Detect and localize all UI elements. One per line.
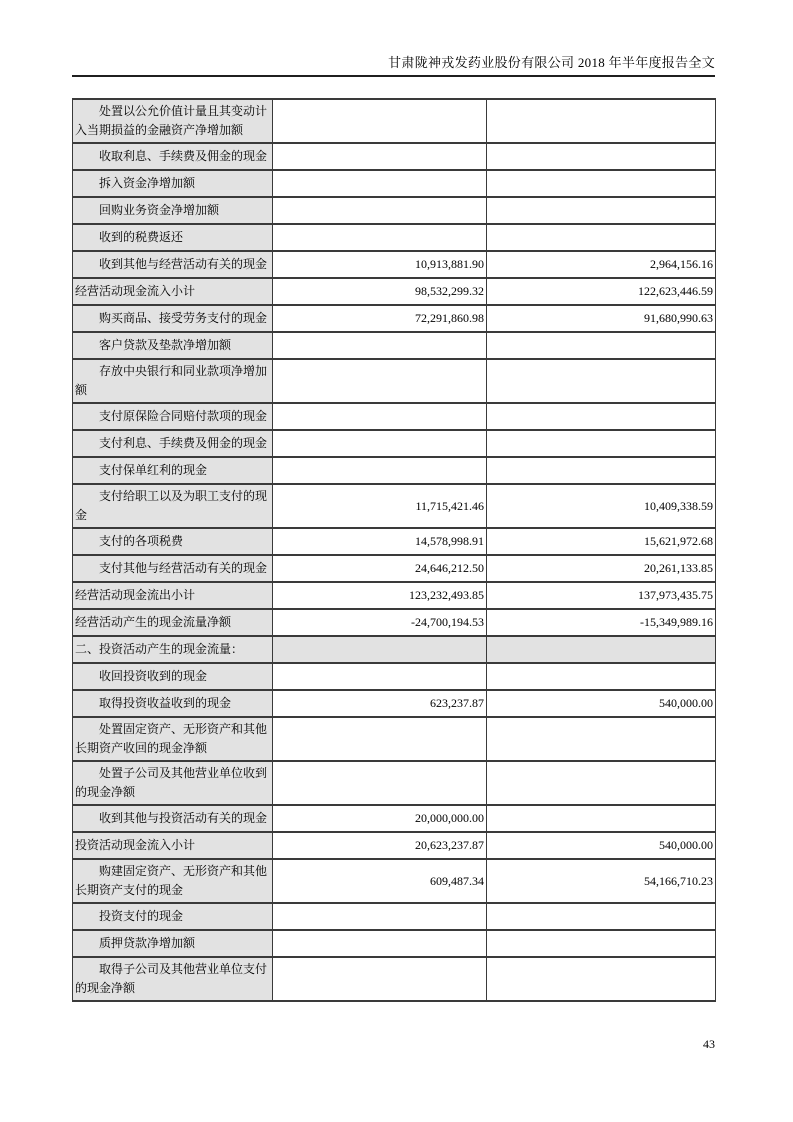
current-period-value: 11,715,421.46: [273, 484, 487, 528]
prior-period-value: 540,000.00: [487, 690, 716, 717]
prior-period-value: 10,409,338.59: [487, 484, 716, 528]
prior-period-value: 540,000.00: [487, 832, 716, 859]
row-label: 处置子公司及其他营业单位收到的现金净额: [73, 761, 273, 805]
row-label: 收取利息、手续费及佣金的现金: [73, 143, 273, 170]
current-period-value: 72,291,860.98: [273, 305, 487, 332]
row-label: 处置固定资产、无形资产和其他长期资产收回的现金净额: [73, 717, 273, 761]
prior-period-value: 137,973,435.75: [487, 582, 716, 609]
table-row: [73, 430, 716, 457]
table-row: [73, 359, 716, 403]
current-period-value: 98,532,299.32: [273, 278, 487, 305]
table-row: [73, 403, 716, 430]
prior-period-value: [487, 197, 716, 224]
row-label: 质押贷款净增加额: [73, 930, 273, 957]
prior-period-value: [487, 805, 716, 832]
table-row: [73, 609, 716, 636]
row-label: 支付给职工以及为职工支付的现金: [73, 484, 273, 528]
prior-period-value: [487, 957, 716, 1001]
row-label: 投资支付的现金: [73, 903, 273, 930]
current-period-value: 24,646,212.50: [273, 555, 487, 582]
prior-period-value: 20,261,133.85: [487, 555, 716, 582]
table-row: [73, 555, 716, 582]
current-period-value: [273, 663, 487, 690]
current-period-value: 14,578,998.91: [273, 528, 487, 555]
prior-period-value: 54,166,710.23: [487, 859, 716, 903]
current-period-value: 10,913,881.90: [273, 251, 487, 278]
row-label: 存放中央银行和同业款项净增加额: [73, 359, 273, 403]
row-label: 经营活动现金流入小计: [73, 278, 273, 305]
prior-period-value: -15,349,989.16: [487, 609, 716, 636]
prior-period-value: [487, 457, 716, 484]
table-row: [73, 305, 716, 332]
prior-period-value: 2,964,156.16: [487, 251, 716, 278]
current-period-value: [273, 930, 487, 957]
current-period-value: [273, 197, 487, 224]
row-label: 支付其他与经营活动有关的现金: [73, 555, 273, 582]
current-period-value: [273, 636, 487, 663]
prior-period-value: [487, 332, 716, 359]
current-period-value: 123,232,493.85: [273, 582, 487, 609]
row-label: 经营活动现金流出小计: [73, 582, 273, 609]
row-label: 收到其他与投资活动有关的现金: [73, 805, 273, 832]
current-period-value: [273, 903, 487, 930]
page-number: 43: [703, 1037, 715, 1051]
table-row: [73, 832, 716, 859]
table-row: [73, 717, 716, 761]
row-label: 二、投资活动产生的现金流量：: [73, 636, 273, 663]
current-period-value: [273, 170, 487, 197]
table-row: [73, 805, 716, 832]
prior-period-value: 122,623,446.59: [487, 278, 716, 305]
prior-period-value: [487, 663, 716, 690]
current-period-value: [273, 99, 487, 143]
prior-period-value: [487, 930, 716, 957]
table-row: [73, 197, 716, 224]
prior-period-value: [487, 636, 716, 663]
row-label: 经营活动产生的现金流量净额: [73, 609, 273, 636]
row-label: 回购业务资金净增加额: [73, 197, 273, 224]
row-label: 购建固定资产、无形资产和其他长期资产支付的现金: [73, 859, 273, 903]
table-row: [73, 903, 716, 930]
row-label: 取得子公司及其他营业单位支付的现金净额: [73, 957, 273, 1001]
prior-period-value: [487, 903, 716, 930]
row-label: 处置以公允价值计量且其变动计入当期损益的金融资产净增加额: [73, 99, 273, 143]
prior-period-value: [487, 359, 716, 403]
current-period-value: [273, 143, 487, 170]
table-row: [73, 957, 716, 1001]
current-period-value: [273, 957, 487, 1001]
current-period-value: [273, 717, 487, 761]
current-period-value: [273, 457, 487, 484]
cash-flow-table: [72, 98, 716, 1002]
prior-period-value: [487, 99, 716, 143]
row-label: 客户贷款及垫款净增加额: [73, 332, 273, 359]
table-row: [73, 99, 716, 143]
table-row: [73, 332, 716, 359]
table-row: [73, 251, 716, 278]
table-row: [73, 143, 716, 170]
prior-period-value: [487, 430, 716, 457]
row-label: 收到其他与经营活动有关的现金: [73, 251, 273, 278]
report-header-title: 甘肃陇神戎发药业股份有限公司 2018 年半年度报告全文: [388, 55, 715, 70]
row-label: 取得投资收益收到的现金: [73, 690, 273, 717]
current-period-value: [273, 430, 487, 457]
header-divider: [72, 75, 715, 77]
row-label: 支付原保险合同赔付款项的现金: [73, 403, 273, 430]
table-row: [73, 859, 716, 903]
table-row: [73, 930, 716, 957]
prior-period-value: [487, 717, 716, 761]
row-label: 支付保单红利的现金: [73, 457, 273, 484]
current-period-value: [273, 403, 487, 430]
current-period-value: [273, 332, 487, 359]
table-row: [73, 582, 716, 609]
prior-period-value: [487, 224, 716, 251]
cash-flow-table-body: [73, 99, 716, 1001]
table-row: [73, 528, 716, 555]
row-label: 收回投资收到的现金: [73, 663, 273, 690]
prior-period-value: [487, 403, 716, 430]
current-period-value: 623,237.87: [273, 690, 487, 717]
row-label: 支付的各项税费: [73, 528, 273, 555]
table-row: [73, 457, 716, 484]
section-header-row: [73, 636, 716, 663]
current-period-value: [273, 761, 487, 805]
prior-period-value: [487, 761, 716, 805]
table-row: [73, 278, 716, 305]
row-label: 拆入资金净增加额: [73, 170, 273, 197]
current-period-value: -24,700,194.53: [273, 609, 487, 636]
table-row: [73, 484, 716, 528]
table-row: [73, 224, 716, 251]
current-period-value: 20,000,000.00: [273, 805, 487, 832]
prior-period-value: [487, 170, 716, 197]
row-label: 收到的税费返还: [73, 224, 273, 251]
table-row: [73, 663, 716, 690]
prior-period-value: [487, 143, 716, 170]
row-label: 支付利息、手续费及佣金的现金: [73, 430, 273, 457]
row-label: 购买商品、接受劳务支付的现金: [73, 305, 273, 332]
prior-period-value: 15,621,972.68: [487, 528, 716, 555]
prior-period-value: 91,680,990.63: [487, 305, 716, 332]
table-row: [73, 690, 716, 717]
table-row: [73, 170, 716, 197]
current-period-value: 20,623,237.87: [273, 832, 487, 859]
row-label: 投资活动现金流入小计: [73, 832, 273, 859]
current-period-value: [273, 359, 487, 403]
current-period-value: 609,487.34: [273, 859, 487, 903]
table-row: [73, 761, 716, 805]
current-period-value: [273, 224, 487, 251]
